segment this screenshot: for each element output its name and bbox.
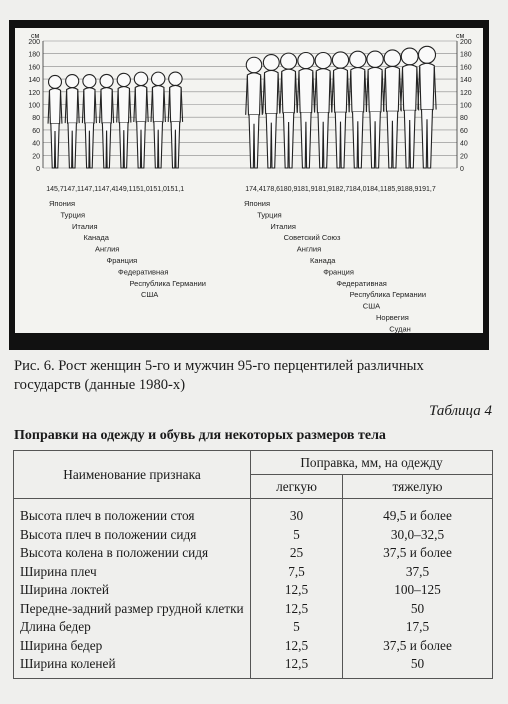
height-comparison-figure [9,20,489,350]
y-tick-right: 180 [460,51,472,59]
men-height-label: 184,0 [349,186,367,193]
row-name: Ширина плеч [14,563,251,582]
y-tick-left: 120 [28,89,40,97]
header-light: легкую [251,475,343,499]
figure-caption: Рис. 6. Рост женщин 5-го и мужчин 95-го перцентилей различных государств (данные 1980-х) [14,358,424,393]
y-tick-right: 140 [460,77,472,85]
women-country-label: Канада [83,233,109,243]
table-title: Поправки на одежду и обувь для некоторых размеров тела [14,428,386,443]
women-country-label: Италия [72,221,98,231]
row-name: Передне-задний размер грудной клетки [14,600,251,619]
table-row [14,600,493,619]
women-height-label: 145,7 [46,186,64,193]
women-height-label: 147,1 [80,186,99,193]
row-heavy: 37,5 и более [343,637,493,656]
unit-label-right: см [456,33,465,40]
women-country-label: Франция [106,256,138,265]
y-tick-left: 160 [28,64,40,72]
table-body [14,499,493,679]
women-country-label: Республика Германии [129,278,206,288]
table-label: Таблица 4 [429,403,492,419]
table-row [14,563,493,582]
women-country-label: Япония [49,199,76,208]
men-height-label: 180,9 [279,186,298,193]
row-heavy: 37,5 [343,563,493,582]
y-tick-right: 100 [460,102,472,110]
row-light: 25 [251,544,343,563]
women-height-label: 149,1 [115,186,133,193]
row-light: 5 [251,618,343,637]
row-heavy: 30,0–32,5 [343,526,493,545]
y-tick-left: 60 [32,127,40,135]
men-country-label: Турция [257,210,282,220]
header-heavy: тяжелую [343,475,493,499]
y-tick-right: 40 [460,140,468,148]
women-country-label: Федеративная [118,267,169,277]
y-tick-left: 200 [28,39,40,46]
row-name: Высота колена в положении сидя [14,544,251,563]
women-height-label: 151,0 [132,186,150,193]
row-heavy: 50 [343,600,493,619]
men-country-label: Федеративная [336,278,387,288]
y-tick-right: 0 [460,166,464,173]
women-country-label: США [141,290,159,300]
men-height-label: 181,9 [297,186,315,193]
y-tick-right: 20 [460,153,468,161]
men-height-label: 191,7 [418,186,436,193]
row-light: 5 [251,526,343,545]
corrections-table [13,450,493,679]
women-height-label: 147,4 [97,186,116,193]
men-country-label: Советский Союз [283,233,341,243]
row-name: Ширина коленей [14,655,251,678]
y-tick-right: 160 [460,64,472,72]
row-name: Высота плеч в положении стоя [14,499,251,526]
table-row [14,581,493,600]
women-height-label: 147,1 [63,186,81,193]
y-tick-right: 60 [460,127,468,135]
row-light: 12,5 [251,581,343,600]
row-heavy: 50 [343,655,493,678]
y-tick-left: 80 [32,115,40,123]
y-tick-left: 100 [28,102,40,110]
row-light: 30 [251,499,343,526]
row-light: 12,5 [251,655,343,678]
header-name: Наименование признака [14,451,251,499]
table-row [14,637,493,656]
y-tick-right: 120 [460,89,472,97]
row-heavy: 49,5 и более [343,499,493,526]
men-height-label: 178,6 [262,186,281,193]
men-height-label: 181,9 [314,186,332,193]
table-row [14,526,493,545]
row-name: Высота плеч в положении сидя [14,526,251,545]
men-country-label: Италия [270,221,296,231]
men-country-label: Норвегия [376,313,409,322]
row-light: 7,5 [251,563,343,582]
y-tick-left: 40 [32,140,40,148]
men-country-label: Англия [296,244,322,254]
y-tick-left: 140 [28,77,40,85]
row-heavy: 100–125 [343,581,493,600]
y-tick-right: 200 [460,39,472,46]
men-country-label: Республика Германии [349,290,427,300]
women-height-label: 151,1 [166,186,185,193]
women-height-label: 151,0 [149,186,167,193]
table-row [14,499,493,526]
y-tick-left: 20 [32,153,40,161]
figure-canvas [9,20,489,350]
men-height-label: 185,9 [383,186,402,193]
unit-label-left: см [31,33,40,40]
table-row [14,655,493,678]
row-light: 12,5 [251,600,343,619]
row-heavy: 17,5 [343,618,493,637]
header-correction: Поправка, мм, на одежду [251,451,493,475]
table-row [14,618,493,637]
y-tick-left: 0 [36,166,40,173]
y-tick-right: 80 [460,115,468,123]
row-heavy: 37,5 и более [343,544,493,563]
men-height-label: 174,4 [245,186,263,193]
row-light: 12,5 [251,637,343,656]
men-country-label: Канада [310,256,336,265]
men-height-label: 188,9 [400,186,419,193]
row-name: Длина бедер [14,618,251,637]
men-height-label: 184,1 [366,186,384,193]
men-country-label: Франция [323,267,354,277]
women-country-label: Англия [95,244,120,254]
y-tick-left: 180 [28,51,40,59]
row-name: Ширина локтей [14,581,251,600]
men-country-label: Судан [389,324,411,334]
men-country-label: США [362,301,381,311]
women-country-label: Турция [60,210,86,220]
men-height-label: 182,7 [331,186,350,193]
table-row [14,544,493,563]
row-name: Ширина бедер [14,637,251,656]
men-country-label: Япония [244,199,271,208]
